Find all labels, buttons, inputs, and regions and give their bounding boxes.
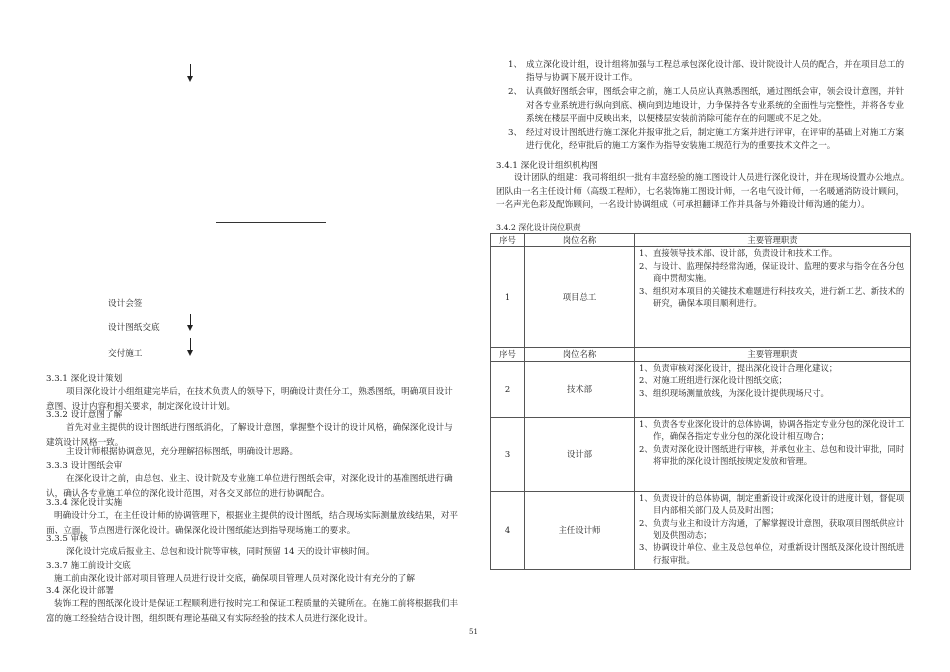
duty-text: 负责对深化设计图纸进行审核，并承包业主、总包和设计审批，同时将审批的深化设计图纸按规定发放和管理。: [653, 443, 905, 467]
duty-item: [639, 260, 906, 285]
duty-number: 1、: [639, 248, 653, 259]
table-cell-post: 主任设计师: [525, 491, 635, 569]
paragraph-3-3-4: 明确设计分工，在主任设计师的协调管理下，根据业主提供的设计图纸，结合现场实际测量放线结果，对平面、立面、节点图进行深化设计。确保深化设计图纸能达到指导现场施工的要求。: [46, 511, 458, 536]
duty-item: [639, 285, 906, 310]
deployment-list: [496, 59, 911, 154]
flow-divider-line: [216, 222, 326, 223]
flow-step-handover: 设计图纸交底: [108, 323, 160, 333]
heading-3-4-2: 3.4.2 深化设计岗位职责: [496, 223, 581, 232]
table-header-no: 序号: [491, 234, 525, 247]
duty-number: 2、: [639, 260, 653, 271]
table-cell-duty: [635, 361, 911, 417]
table-cell-no: 3: [491, 417, 525, 491]
duty-text: 负责与业主和设计方沟通，了解掌握设计意图，获取项目图纸供应计划及供图动态；: [653, 517, 905, 541]
duty-text: 组织对本项目的关键技术难题进行科技攻关，进行新工艺、新技术的研究，确保本项目顺利进行。: [653, 285, 905, 309]
table-row: [491, 491, 911, 569]
duty-number: 1、: [639, 492, 653, 503]
paragraph-3-3-2a: 首先对业主提供的设计图纸进行图纸消化，了解设计意图，掌握整个设计的设计风格，确保深化设计与建筑设计风格一致。: [46, 423, 453, 448]
paragraph-3-4: 装饰工程的图纸深化设计是保证工程顺利进行按时完工和保证工程质量的关键所在。在施工前将根据我们丰富的施工经验结合设计图，组织既有理论基础又有实际经验的技术人员进行深化设计。: [46, 599, 458, 624]
table-row: [491, 361, 911, 417]
heading-3-3-5: 3.3.5 审核: [46, 534, 88, 544]
list-item-text: 认真做好图纸会审，图纸会审之前，施工人员应认真熟悉图纸，通过图纸会审，领会设计意图，并针对各专业系统进行纵向到底、横向到边地设计，力争保持各专业系统的全面性与完整性，并将各专业系统在楼层平面中反映出来，以便楼层安装前消除可能存在的问题或不足之处。: [526, 87, 905, 124]
duty-item: [639, 492, 906, 517]
heading-3-3-2: 3.3.2 设计意图了解: [46, 410, 123, 420]
list-item-number: 3、: [508, 128, 523, 139]
table-cell-duty: [635, 417, 911, 491]
paragraph-3-3-7: 施工前由深化设计部对项目管理人员进行设计交底，确保项目管理人员对深化设计有充分的了解: [54, 574, 415, 584]
flow-step-sign: 设计会签: [108, 299, 143, 309]
duty-item: [639, 418, 906, 443]
heading-3-3-1: 3.3.1 深化设计策划: [46, 374, 123, 384]
flow-arrow-handover: [190, 314, 191, 327]
list-item-text: 经过对设计图纸进行施工深化并报审批之后，制定施工方案并进行评审，在评审的基础上对施工方案进行优化，经审批后的施工方案作为指导安装施工规范行为的重要技术文件之一。: [526, 128, 905, 152]
duty-number: 2、: [639, 375, 653, 386]
paragraph-3-4-1: 设计团队的组建：我司将组织一批有丰富经验的施工图设计人员进行深化设计，并在现场设置办公地点。团队由一名主任设计师（高级工程师），七名装饰施工图设计师，一名电气设计师，一名暖通消防设计顾问，一名声光色彩及配饰顾问，一名设计协调组成（可承担翻译工作并具备与外籍设计师沟通的能力）。: [496, 173, 910, 210]
duty-number: 3、: [639, 285, 653, 296]
duties-table: [490, 233, 911, 570]
table-header-post: 岗位名称: [525, 348, 635, 361]
duty-item: [639, 374, 906, 386]
list-item-text: 成立深化设计组，设计组将加强与工程总承包深化设计部、设计院设计人员的配合，并在项目总工的指导与协调下展开设计工作。: [526, 60, 905, 84]
table-row: [491, 247, 911, 348]
duty-number: 1、: [639, 418, 653, 429]
list-item-number: 1、: [508, 60, 523, 70]
flow-arrow-deliver: [190, 338, 191, 352]
table-header-row-repeat: [491, 348, 911, 361]
duty-text: 负责设计的总体协调，制定重新设计或深化设计的进度计划，督促项目内部相关部门及人员及时出图；: [653, 492, 905, 516]
paragraph-3-3-1: 项目深化设计小组组建完毕后，在技术负责人的领导下，明确设计责任分工，熟悉图纸，明确项目设计意图、设计内容和相关要求，制定深化设计计划。: [46, 387, 453, 412]
duty-text: 负责审核对深化设计，提出深化设计合理化建议；: [653, 362, 838, 373]
duty-item: [639, 541, 906, 566]
duty-item: [639, 247, 906, 259]
flow-step-deliver: 交付施工: [108, 349, 143, 359]
duty-text: 与设计、监理保持经常沟通，保证设计、监理的要求与指令在各分包商中贯彻实施。: [653, 260, 905, 284]
heading-3-3-3: 3.3.3 设计图纸会审: [46, 461, 123, 471]
duty-number: 2、: [639, 517, 653, 528]
table-row: [491, 417, 911, 491]
paragraph-3-3-3: 在深化设计之前，由总包、业主、设计院及专业施工单位进行图纸会审，对深化设计的基准图纸进行确认，确认各专业施工单位的深化设计范围，对各交叉部位的进行协调配合。: [46, 474, 453, 499]
list-item-number: 2、: [508, 87, 523, 98]
list-item: [496, 86, 911, 126]
table-header-post: 岗位名称: [525, 234, 635, 247]
duty-item: [639, 517, 906, 542]
paragraph-3-3-5: 深化设计完成后报业主、总包和设计院等审核，同时预留 14 天的设计审核时间。: [66, 547, 375, 557]
duty-number: 3、: [639, 542, 653, 553]
duty-number: 2、: [639, 443, 653, 454]
table-header-duty: 主要管理职责: [635, 234, 911, 247]
heading-3-4: 3.4 深化设计部署: [46, 586, 114, 596]
heading-3-3-4: 3.3.4 深化设计实施: [46, 498, 123, 508]
table-cell-no: 4: [491, 491, 525, 569]
table-header-no: 序号: [491, 348, 525, 361]
page-number: 51: [469, 628, 478, 636]
table-cell-duty: [635, 491, 911, 569]
table-cell-duty: [635, 247, 911, 348]
table-cell-post: 技术部: [525, 361, 635, 417]
heading-3-3-7: 3.3.7 施工前设计交底: [46, 561, 131, 571]
paragraph-3-3-2b: 主设计师根据协调意见，充分理解招标图纸，明确设计思路。: [66, 447, 299, 457]
duty-text: 对施工班组进行深化设计图纸交底；: [653, 375, 787, 386]
duty-number: 3、: [639, 387, 653, 398]
duty-item: [639, 387, 906, 399]
duty-number: 1、: [639, 362, 653, 373]
flow-arrow-top: [190, 64, 191, 78]
list-item: [496, 59, 911, 85]
table-cell-no: 1: [491, 247, 525, 348]
table-cell-post: 设计部: [525, 417, 635, 491]
table-header-duty: 主要管理职责: [635, 348, 911, 361]
table-cell-post: 项目总工: [525, 247, 635, 348]
duty-text: 组织现场测量放线，为深化设计提供现场尺寸。: [653, 387, 829, 398]
table-header-row: [491, 234, 911, 247]
duty-text: 负责各专业深化设计的总体协调，协调各指定专业分包的深化设计工作，确保各指定专业分包的深化设计相互吻合；: [653, 418, 905, 442]
table-cell-no: 2: [491, 361, 525, 417]
heading-3-4-1: 3.4.1 深化设计组织机构图: [496, 161, 598, 171]
duty-item: [639, 362, 906, 374]
duty-text: 协调设计单位、业主及总包单位，对重新设计图纸及深化设计图纸进行报审批。: [653, 542, 905, 565]
duty-text: 直接领导技术部、设计部，负责设计和技术工作。: [653, 248, 838, 259]
list-item: [496, 127, 911, 153]
duty-item: [639, 443, 906, 468]
